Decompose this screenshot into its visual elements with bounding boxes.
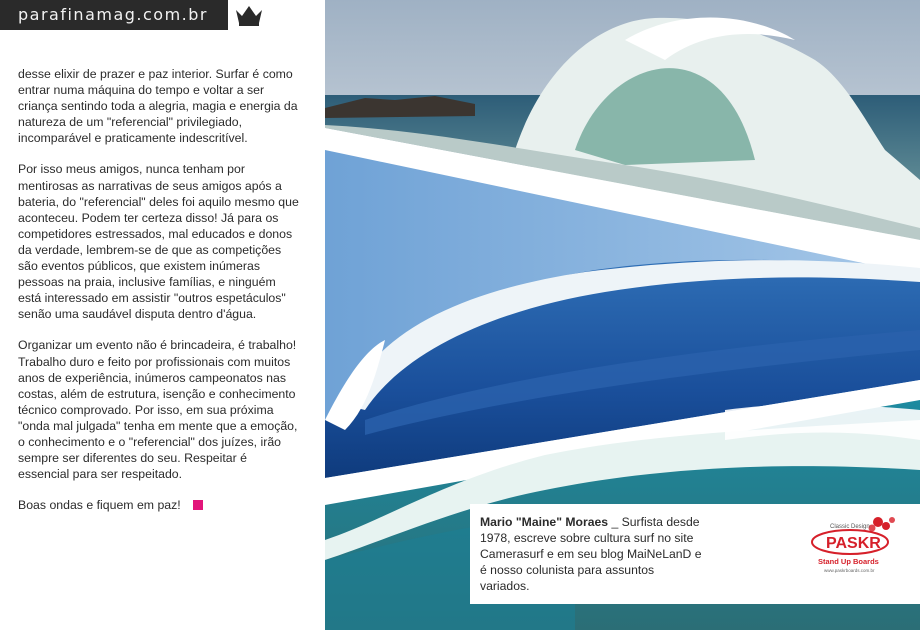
site-url[interactable]: parafinamag.com.br (18, 5, 208, 24)
site-header-bar (0, 0, 228, 30)
paragraph-2: Por isso meus amigos, nunca tenham por mentirosas as narrativas de seus amigos após a bateria, do "referencial" deles foi aquilo mesmo que aconteceu. Podem ter certeza disso! Já para os competidores estressados, mal educados e donos da verdade, lembrem-se de que as competições são eventos públicos, que existem inúmeras pessoas na praia, inclusive famílias, e ninguém está interessado em assistir "outros espetáculos" senão uma saudável disputa dentro d'água. (18, 162, 299, 322)
logo-product: Stand Up Boards (818, 557, 879, 566)
article-body (18, 66, 300, 528)
crown-icon (234, 4, 264, 26)
author-name: Mario "Maine" Moraes (480, 515, 609, 529)
closing-line (18, 497, 300, 513)
closing-text: Boas ondas e fiquem em paz! (18, 498, 181, 513)
logo-brand: PASKR (826, 535, 881, 552)
end-of-article-mark (193, 500, 203, 510)
author-bio (480, 514, 705, 594)
paragraph-1: desse elixir de prazer e paz interior. Surfar é como entrar numa máquina do tempo e voltar a ser criança sentindo toda a alegria, magia e energia da natureza de um "referencial" privilegiado, incomparável e praticamente indescritível. (18, 67, 298, 146)
logo-url: www.paskrboards.com.br (824, 568, 875, 573)
author-box (470, 504, 920, 604)
paskr-logo[interactable] (808, 514, 904, 574)
paragraph-3: Organizar um evento não é brincadeira, é trabalho! Trabalho duro e feito por profissionais com muitos anos de experiência, inúmeros campeonatos nas costas, além de estrutura, isenção e conhecimento técnico comprovado. Por isso, em sua próxima "onda mal julgada" tenha em mente que a emoção, o conhecimento e o "referencial" dos juízes, irão sempre ser diferentes do seu. Respeitar é essencial para ser respeitado. (18, 338, 298, 482)
logo-tagline: Classic Design (830, 524, 870, 530)
author-bio-text: Surfista desde 1978, escreve sobre cultura surf no site Camerasurf e em seu blog MaiNeLanD e é nosso colunista para assuntos variados. (480, 515, 702, 593)
author-separator: _ (611, 515, 619, 529)
